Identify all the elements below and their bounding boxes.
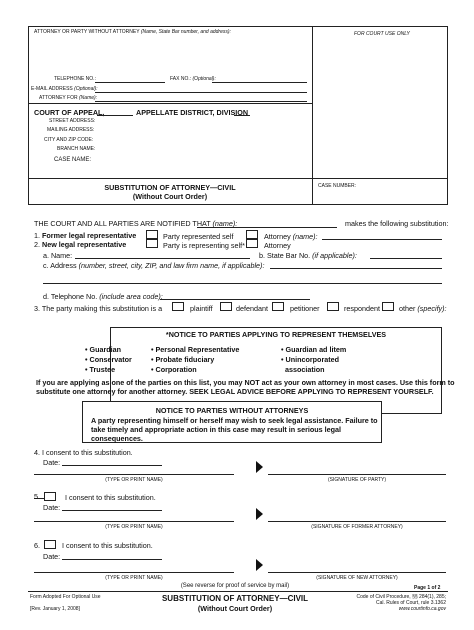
street-address-label: STREET ADDRESS: — [49, 118, 96, 124]
new-telephone-field[interactable] — [160, 292, 310, 300]
signature-line-5[interactable] — [268, 521, 446, 522]
petitioner-checkbox[interactable] — [272, 302, 284, 311]
state-bar-label: b. State Bar No. (if applicable): — [259, 251, 357, 260]
new-attorney-checkbox[interactable] — [246, 239, 258, 248]
type-print-name-4: (TYPE OR PRINT NAME) — [105, 477, 163, 483]
plaintiff-label: plaintiff — [190, 304, 213, 313]
code-citation-1: Code of Civil Procedure, §§ 284(1), 285; — [356, 594, 446, 600]
party-list-col3 — [281, 345, 346, 375]
party-type-item: • Corporation — [151, 365, 197, 374]
consent-5-number: 5. — [34, 492, 40, 501]
plaintiff-checkbox[interactable] — [172, 302, 184, 311]
notice-self-body: If you are applying as one of the parties on this list, you may NOT act as your own attorney in most cases. Use this form to substitute one attorney for another attorney. SEEK LEGAL ADVICE BEFORE APPLYING TO REPRESENT YOURSELF. — [36, 378, 455, 396]
petitioner-label: petitioner — [290, 304, 320, 313]
court-of-appeal-label: COURT OF APPEAL, — [34, 108, 105, 117]
sign-here-arrow-icon — [256, 559, 263, 571]
print-name-line-4 — [34, 474, 234, 475]
type-print-name-6: (TYPE OR PRINT NAME) — [105, 575, 163, 581]
case-number-label: CASE NUMBER: — [318, 183, 357, 189]
party-list-col1 — [85, 345, 132, 375]
footer-rule — [28, 591, 448, 592]
item2-label: New legal representative — [42, 240, 127, 249]
telephone-field[interactable] — [95, 75, 165, 83]
telephone-label: TELEPHONE NO.: — [54, 76, 96, 82]
sign-here-arrow-icon — [256, 461, 263, 473]
court-use-label: FOR COURT USE ONLY — [354, 31, 410, 37]
signature-new-caption: (SIGNATURE OF NEW ATTORNEY) — [316, 575, 398, 581]
item1-label: Former legal representative — [42, 231, 137, 240]
date-label-6: Date: — [43, 552, 61, 561]
consent-6-label: I consent to this substitution. — [62, 541, 153, 550]
date-field-6[interactable] — [62, 552, 162, 560]
fax-label: FAX NO.: (Optional): — [170, 76, 216, 82]
notice-no-attorney-body: A party representing himself or herself may wish to seek legal assistance. Failure to take timely and appropriate action in this case may result in serious legal consequences. — [91, 416, 378, 443]
header-top-border — [28, 26, 448, 27]
consent-6-checkbox[interactable] — [44, 540, 56, 549]
code-citation-2: Cal. Rules of Court, rule 3.1362 — [375, 600, 446, 606]
party-type-item: • Guardian ad litem — [281, 345, 347, 354]
defendant-checkbox[interactable] — [220, 302, 232, 311]
branch-name-label: BRANCH NAME: — [57, 146, 96, 152]
city-zip-label: CITY AND ZIP CODE: — [44, 137, 94, 143]
attorney-label: ATTORNEY OR PARTY WITHOUT ATTORNEY (Name, State Bar number, and address): — [34, 29, 231, 35]
party-type-item: • Guardian — [85, 345, 122, 354]
date-label-4: Date: — [43, 458, 61, 467]
attorney-label: Attorney — [264, 241, 291, 250]
former-attorney-checkbox[interactable] — [246, 230, 258, 239]
consent-6-number: 6. — [34, 541, 40, 550]
header-section-line — [28, 103, 312, 104]
address-field-2[interactable] — [43, 276, 442, 284]
item2-number: 2. — [34, 240, 40, 249]
notice-self-title: *NOTICE TO PARTIES APPLYING TO REPRESENT THEMSELVES — [165, 330, 387, 339]
consent-5-label: I consent to this substitution. — [65, 493, 156, 502]
party-represented-self-label: Party represented self — [163, 232, 234, 241]
notice-no-attorney-title: NOTICE TO PARTIES WITHOUT ATTORNEYS — [155, 406, 309, 415]
other-checkbox[interactable] — [382, 302, 394, 311]
item3-label: 3. The party making this substitution is a — [34, 304, 163, 313]
party-type-item: • Trustee — [85, 365, 116, 374]
party-type-item: • Conservator — [85, 355, 132, 364]
reverse-note: (See reverse for proof of service by mail) — [180, 583, 290, 589]
date-label-5: Date: — [43, 503, 61, 512]
mailing-address-label: MAILING ADDRESS: — [47, 127, 95, 133]
attorney-for-label: ATTORNEY FOR (Name): — [39, 95, 98, 101]
print-name-line-5 — [34, 521, 234, 522]
party-type-item: • Personal Representative — [151, 345, 240, 354]
footer-subtitle: (Without Court Order) — [197, 604, 273, 613]
date-field-5[interactable] — [62, 503, 162, 511]
telephone-no-label: d. Telephone No. (include area code): — [43, 292, 163, 301]
address-field[interactable] — [270, 261, 442, 269]
signature-line-6[interactable] — [268, 572, 446, 573]
party-is-self-label: Party is representing self* — [163, 241, 245, 250]
sign-here-arrow-icon — [256, 508, 263, 520]
consent-4-label: 4. I consent to this substitution. — [34, 448, 133, 457]
email-field[interactable] — [95, 85, 307, 93]
attorney-for-field[interactable] — [95, 94, 307, 102]
signature-party-caption: (SIGNATURE OF PARTY) — [327, 477, 387, 483]
state-bar-field[interactable] — [370, 251, 442, 259]
respondent-checkbox[interactable] — [327, 302, 339, 311]
case-name-label: CASE NAME: — [54, 157, 92, 163]
party-name-field[interactable] — [197, 220, 337, 228]
form-revision: [Rev. January 1, 2008] — [30, 606, 80, 612]
defendant-label: defendant — [236, 304, 268, 313]
footer-title: SUBSTITUTION OF ATTORNEY—CIVIL — [161, 594, 309, 603]
party-is-self-checkbox[interactable] — [146, 239, 158, 248]
form-adopted: Form Adopted For Optional Use — [30, 594, 101, 600]
item1-number: 1. — [34, 231, 40, 240]
consent-5-checkbox[interactable] — [44, 492, 56, 501]
address-label: c. Address (number, street, city, ZIP, and law firm name, if applicable): — [43, 261, 265, 270]
party-represented-self-checkbox[interactable] — [146, 230, 158, 239]
page-number: Page 1 of 2 — [414, 585, 441, 591]
party-type-item: • Unincorporated — [281, 355, 340, 364]
print-name-line-6 — [34, 572, 234, 573]
party-list-col2 — [151, 345, 239, 375]
makes-substitution-label: makes the following substitution: — [345, 219, 449, 228]
type-print-name-5: (TYPE OR PRINT NAME) — [105, 524, 163, 530]
court-field[interactable] — [97, 108, 133, 116]
fax-field[interactable] — [212, 75, 307, 83]
form-title: SUBSTITUTION OF ATTORNEY—CIVIL — [104, 183, 236, 192]
attorney-name-label: Attorney (name): — [264, 232, 318, 241]
respondent-label: respondent — [344, 304, 380, 313]
courtinfo-link[interactable]: www.courtinfo.ca.gov — [398, 606, 446, 612]
header-bottom-border — [28, 204, 448, 205]
signature-former-caption: (SIGNATURE OF FORMER ATTORNEY) — [311, 524, 403, 530]
party-type-item: association — [285, 365, 325, 374]
party-type-item: • Probate fiduciary — [151, 355, 215, 364]
former-attorney-field[interactable] — [322, 232, 442, 240]
date-field-4[interactable] — [62, 458, 162, 466]
name-label: a. Name: — [43, 251, 73, 260]
new-name-field[interactable] — [75, 251, 250, 259]
header-title-line — [28, 178, 448, 179]
other-label: other (specify): — [399, 304, 447, 313]
division-field[interactable] — [234, 108, 250, 116]
signature-line-4[interactable] — [268, 474, 446, 475]
email-label: E-MAIL ADDRESS (Optional): — [31, 86, 98, 92]
notice-intro: THE COURT AND ALL PARTIES ARE NOTIFIED THAT (name): — [34, 219, 238, 228]
form-subtitle: (Without Court Order) — [132, 192, 208, 201]
appellate-district-label: APPELLATE DISTRICT, DIVISION — [136, 108, 249, 117]
